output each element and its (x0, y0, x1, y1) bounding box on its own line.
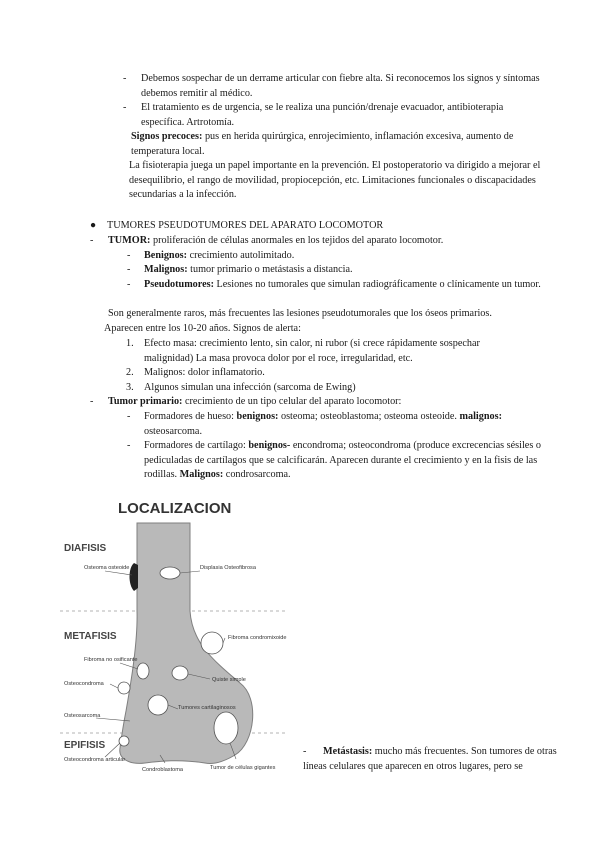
dash-marker: - (127, 250, 131, 261)
zone-label-diafisis: DIAFISIS (64, 543, 107, 554)
type-text: Lesiones no tumorales que simulan radiográficamente o clínicamente un tumor. (216, 279, 541, 290)
alert-number: 1. (126, 338, 134, 349)
hueso-benign-text: osteoma; osteoblastoma; osteoma osteoide. (280, 411, 457, 422)
type-pseudotumores (144, 278, 546, 293)
alert-number: 2. (126, 367, 134, 378)
signos-precoces-text: pus en herida quirúrgica, enrojecimiento, inflamación excesiva, aumento de temperatura local. (131, 131, 514, 157)
edad-text: Aparecen entre los 10-20 años. Signos de alerta: (104, 323, 301, 334)
hueso-malign-label: malignos: (459, 411, 502, 422)
formadores-cartilago (144, 439, 569, 483)
zone-label-metafisis: METAFISIS (64, 631, 117, 642)
alert-item: Malignos: dolor inflamatorio. (144, 367, 265, 378)
metastasis-label: Metástasis: (323, 746, 373, 757)
zone-label-epifisis: EPIFISIS (64, 740, 106, 751)
alert-item: Efecto masa: crecimiento lento, sin calor, ni rubor (si crece rápidamente sospechar malignidad) La masa provoca dolor por el roce, irregularidad, etc. (144, 338, 480, 364)
derrame-bullet: Debemos sospechar de un derrame articular con fiebre alta. Si reconocemos los signos y síntomas debemos remitir al médico. (141, 73, 540, 99)
cart-benign-text: encondroma; osteocondroma (produce excrecencias sésiles o pediculadas de cartílagos que se calcificarán. Aparecen durante el crecimiento y en la fisis de las rodillas. (144, 440, 541, 481)
quiste-lesion (172, 666, 188, 680)
alert-number: 3. (126, 382, 134, 393)
tumor-cartilaginoso-lesion (148, 695, 168, 715)
label-fibroma-no-osificante: Fibroma no osificante (84, 657, 138, 663)
tumor-definition (108, 234, 443, 249)
tumor-primario-label: Tumor primario: (108, 396, 183, 407)
type-label: Malignos: (144, 264, 188, 275)
metastasis-paragraph (303, 745, 563, 774)
signos-precoces (131, 130, 546, 159)
type-benignos (144, 249, 294, 264)
signos-precoces-label: Signos precoces: (131, 131, 203, 142)
type-label: Pseudotumores: (144, 279, 214, 290)
label-osteocondroma: Osteocondroma (64, 681, 104, 687)
label-quiste: Quiste simple (212, 677, 246, 683)
tumor-primario-text: crecimiento de un tipo celular del aparato locomotor: (184, 396, 402, 407)
dash-marker: - (90, 396, 94, 407)
raros-text: Son generalmente raros, más frecuentes las lesiones pseudotumorales que los óseos primarios. (108, 308, 492, 319)
cart-benign-label: benignos- (248, 440, 291, 451)
tumor-def-text: proliferación de células anormales en los tejidos del aparato locomotor. (153, 235, 444, 246)
type-text: tumor primario o metástasis a distancia. (190, 264, 353, 275)
cart-prefix: Formadores de cartílago: (144, 440, 246, 451)
dash-marker: - (127, 264, 131, 275)
label-celulas-gigantes: Tumor de células gigantes (210, 765, 276, 771)
dash-marker: - (123, 102, 127, 113)
type-text: crecimiento autolimitado. (189, 250, 295, 261)
alert-item: Algunos simulan una infección (sarcoma de Ewing) (144, 382, 356, 393)
dash-marker: - (127, 279, 131, 290)
label-fibroma-condromixoide: Fibroma condromixoide (228, 635, 287, 641)
dash-marker: - (123, 73, 127, 84)
label-osteoma-osteoide: Osteoma osteoide (84, 565, 130, 571)
metastasis-text: mucho más frecuentes. Son tumores de otras líneas celulares que aparecen en otros lugares, pero se (303, 746, 557, 772)
label-tumores-cartilaginosos: Tumores cartilaginosos (178, 705, 236, 711)
type-label: Benignos: (144, 250, 188, 261)
cart-malign-text: condrosarcoma. (225, 469, 291, 481)
label-osteosarcoma: Osteosarcoma (64, 713, 101, 719)
osteoma-osteoide-lesion (130, 563, 139, 591)
hueso-prefix: Formadores de hueso: (144, 411, 234, 422)
celulas-gigantes-lesion (214, 712, 238, 744)
figure-title: LOCALIZACION (118, 500, 232, 517)
section-heading: TUMORES PSEUDOTUMORES DEL APARATO LOCOMOTOR (107, 220, 384, 231)
dash-marker: - (127, 440, 131, 451)
tumor-primario (108, 395, 401, 410)
dash-marker: - (90, 235, 94, 246)
fisioterapia-paragraph: La fisioterapia juega un papel importante en la prevención. El postoperatorio va dirigido a mejorar el desequilibrio, el rango de movilidad, propiocepción, etc. Limitaciones funcionales o discapacidades secundarias a la infección. (129, 160, 541, 201)
localizacion-figure (60, 493, 288, 793)
hueso-benign-label: benignos: (236, 411, 279, 422)
fibroma-condromixoide-lesion (201, 632, 223, 654)
type-malignos (144, 263, 353, 278)
tumor-label: TUMOR: (108, 235, 151, 246)
displasia-lesion (160, 567, 180, 579)
label-osteocondroma-articular: Osteocondroma articular (64, 757, 126, 763)
dash-marker: - (303, 746, 307, 757)
bone-diagram (60, 493, 288, 793)
label-condroblastoma: Condroblastoma (142, 767, 184, 773)
osteocondroma-articular-lesion (119, 736, 129, 746)
osteocondroma-lesion (118, 682, 130, 694)
dash-marker: - (127, 411, 131, 422)
bullet-dot: ● (90, 220, 97, 231)
formadores-hueso (144, 410, 544, 439)
fibroma-no-osificante-lesion (137, 663, 149, 679)
cart-malign-label: Malignos: (179, 469, 224, 481)
label-displasia: Displasia Osteofibrosa (200, 565, 256, 571)
tratamiento-bullet: El tratamiento es de urgencia, se le realiza una punción/drenaje evacuador, antibioterapia específica. Artrotomía. (141, 102, 504, 128)
hueso-malign-text: osteosarcoma. (144, 425, 202, 437)
